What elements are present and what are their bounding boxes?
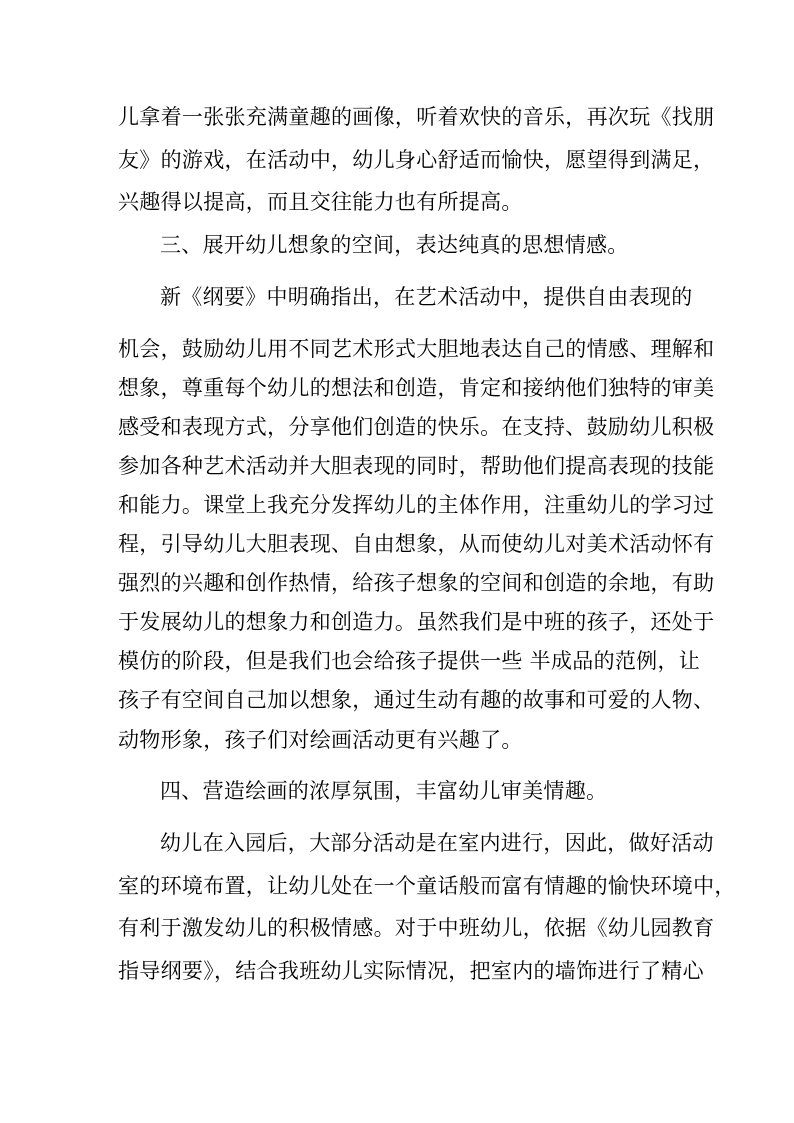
section-heading: 三、展开幼儿想象的空间，表达纯真的思想情感。: [160, 233, 629, 257]
paragraph-line: 模仿的阶段，但是我们也会给孩子提供一些 半成品的范例，让: [118, 649, 701, 673]
paragraph-line: 感受和表现方式，分享他们创造的快乐。在支持、鼓励幼儿积极: [118, 415, 715, 439]
paragraph-line: 幼儿在入园后，大部分活动是在室内进行，因此，做好活动: [160, 831, 714, 855]
paragraph-line: 参加各种艺术活动并大胆表现的同时，帮助他们提高表现的技能: [118, 454, 715, 478]
paragraph-line: 儿拿着一张张充满童趣的画像，听着欢快的音乐，再次玩《找朋: [118, 105, 715, 129]
paragraph-line: 机会，鼓励幼儿用不同艺术形式大胆地表达自己的情感、理解和: [118, 337, 715, 361]
paragraph-line: 新《纲要》中明确指出，在艺术活动中，提供自由表现的: [160, 285, 693, 309]
paragraph-line: 动物形象，孩子们对绘画活动更有兴趣了。: [118, 728, 523, 752]
paragraph-line: 孩子有空间自己加以想象，通过生动有趣的故事和可爱的人物、: [118, 688, 715, 712]
paragraph-line: 室的环境布置，让幼儿处在一个童话般而富有情趣的愉快环境中，: [118, 874, 736, 898]
paragraph-line: 想象，尊重每个幼儿的想法和创造，肯定和接纳他们独特的审美: [118, 376, 715, 400]
paragraph-line: 有利于激发幼儿的积极情感。对于中班幼儿，依据《幼儿园教育: [118, 916, 715, 940]
paragraph-line: 和能力。课堂上我充分发挥幼儿的主体作用，注重幼儿的学习过: [118, 493, 715, 517]
paragraph-line: 程，引导幼儿大胆表现、自由想象，从而使幼儿对美术活动怀有: [118, 532, 715, 556]
paragraph-line: 友》的游戏，在活动中，幼儿身心舒适而愉快，愿望得到满足，: [118, 148, 715, 172]
paragraph-line: 兴趣得以提高，而且交往能力也有所提高。: [118, 190, 523, 214]
paragraph-line: 指导纲要》，结合我班幼儿实际情况，把室内的墙饰进行了精心: [118, 959, 704, 983]
section-heading: 四、营造绘画的浓厚氛围，丰富幼儿审美情趣。: [160, 779, 608, 803]
paragraph-line: 于发展幼儿的想象力和创造力。虽然我们是中班的孩子，还处于: [118, 610, 715, 634]
paragraph-line: 强烈的兴趣和创作热情，给孩子想象的空间和创造的余地，有助: [118, 571, 715, 595]
